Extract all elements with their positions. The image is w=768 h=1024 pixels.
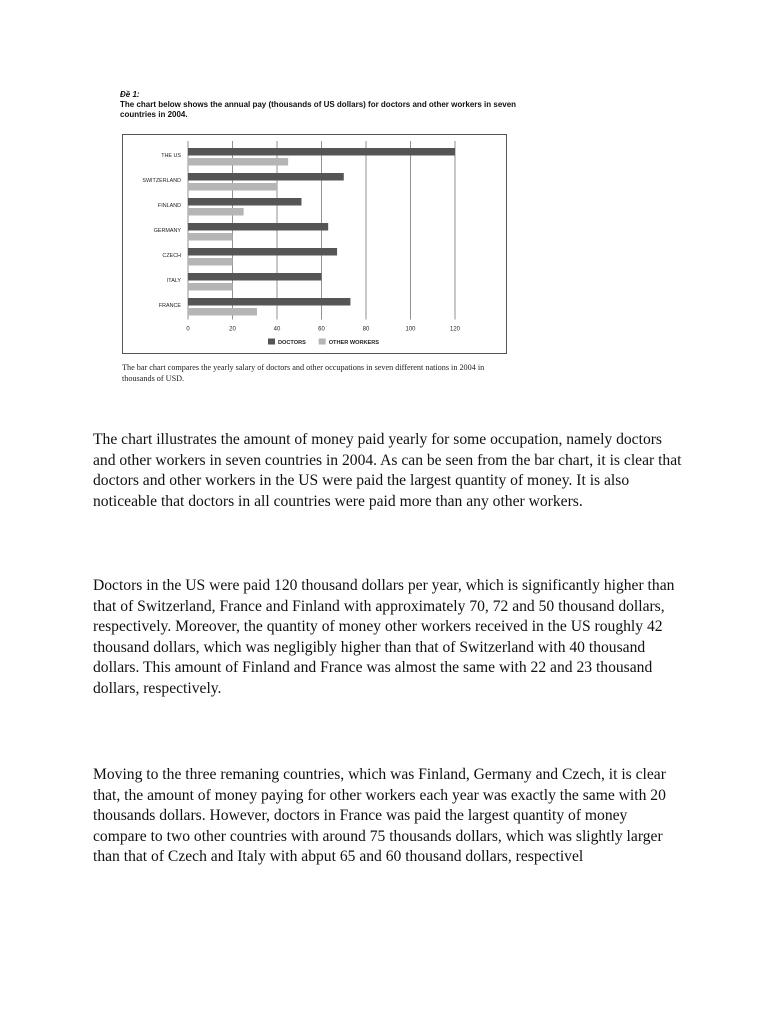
bar-doctors [188, 273, 322, 281]
category-label: SWITZERLAND [142, 178, 181, 184]
bar-other-workers [188, 233, 233, 241]
bar-other-workers [188, 208, 244, 216]
bar-doctors [188, 148, 455, 156]
x-tick-label: 20 [229, 326, 236, 333]
bar-chart [122, 134, 507, 354]
x-tick-label: 80 [362, 326, 370, 333]
figure-heading [120, 90, 520, 120]
category-label: GERMANY [153, 228, 181, 234]
legend-label: OTHER WORKERS [328, 339, 380, 346]
essay-paragraph-2: Doctors in the US were paid 120 thousand dollars per year, which is significantly higher than that of Switzerland, France and Finland with approximately 70, 72 and 50 thousand dollars, respectively. Moreover, the quantity of money other workers received in the US roughly 42 thousand dollars, which was negligibly higher than that of Switzerland with 40 thousand dollars. This amount of Finland and France was almost the same with 22 and 23 thousand dollars, respectively. [93, 577, 675, 697]
chart-svg [123, 135, 506, 353]
essay-paragraph-1: The chart illustrates the amount of money paid yearly for some occupation, namely doctors and other workers in seven countries in 2004. As can be seen from the bar chart, it is clear that doctors and other workers in the US were paid the largest quantity of money. It is also noticeable that doctors in all countries were paid more than any other workers. [93, 431, 682, 510]
bar-doctors [188, 248, 337, 256]
bar-doctors [188, 223, 328, 231]
category-label: CZECH [162, 253, 181, 259]
x-tick-label: 40 [273, 326, 281, 333]
bar-doctors [188, 298, 350, 306]
bar-other-workers [188, 283, 233, 291]
bar-other-workers [188, 158, 288, 166]
x-tick-label: 120 [449, 326, 461, 333]
bar-other-workers [188, 308, 257, 316]
bar-doctors [188, 173, 344, 181]
legend-label: DOCTORS [278, 339, 306, 346]
bar-other-workers [188, 183, 277, 191]
category-label: ITALY [166, 278, 181, 284]
essay-paragraph-3: Moving to the three remaning countries, which was Finland, Germany and Czech, it is clear that, the amount of money paying for other workers each year was exactly the same with 20 thousands dollars. However, doctors in France was paid the largest quantity of money compare to two other countries with around 75 thousands dollars, which was slightly larger than that of Czech and Italy with abput 65 and 60 thousand dollars, respectivel [93, 766, 666, 866]
figure-prompt: The chart below shows the annual pay (thousands of US dollars) for doctors and other workers in seven countries in 2004. [120, 100, 517, 119]
x-tick-label: 100 [405, 326, 416, 333]
legend-swatch [319, 339, 326, 345]
category-label: FRANCE [158, 303, 181, 309]
category-label: THE US [161, 153, 181, 159]
x-tick-label: 60 [318, 326, 325, 333]
bar-other-workers [188, 258, 233, 266]
task-label: Đề 1: [120, 90, 140, 99]
legend-swatch [268, 339, 275, 345]
figure-caption: The bar chart compares the yearly salary of doctors and other occupations in seven different nations in 2004 in thousands of USD. [122, 363, 485, 383]
category-label: FINLAND [157, 203, 181, 209]
x-tick-label: 0 [186, 326, 190, 333]
figure-block [120, 90, 520, 383]
bar-doctors [188, 198, 301, 206]
